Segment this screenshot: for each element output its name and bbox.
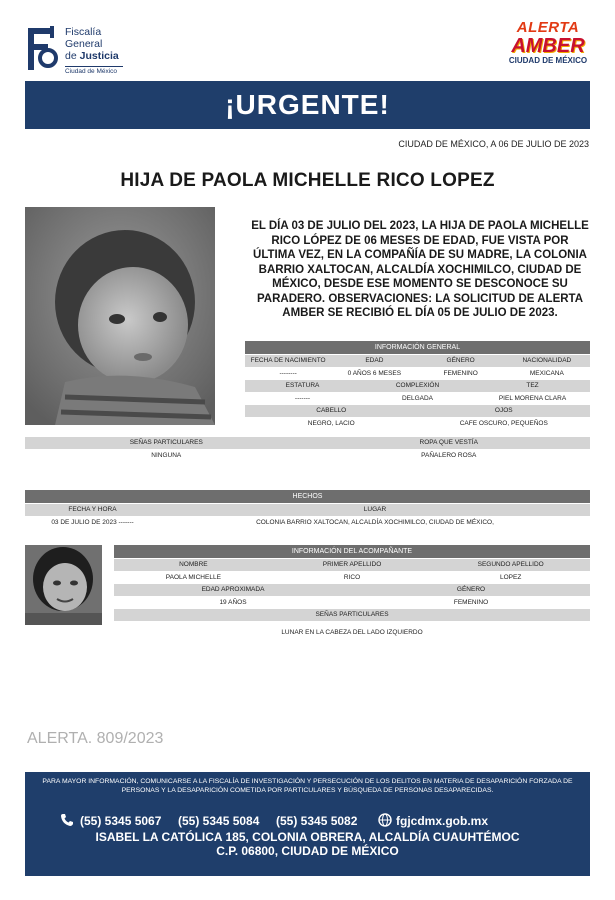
value-clothing: PAÑALERO ROSA xyxy=(308,449,591,462)
label-marks: SEÑAS PARTICULARES xyxy=(25,437,308,449)
value-first-surname: RICO xyxy=(273,571,432,584)
phone-icon xyxy=(60,813,74,827)
value-datetime: 03 DE JULIO DE 2023 ------- xyxy=(25,516,160,529)
label-age: EDAD xyxy=(331,355,417,367)
label-nationality: NACIONALIDAD xyxy=(504,355,590,367)
label-companion-gender: GÉNERO xyxy=(352,584,590,596)
footer xyxy=(25,772,590,876)
value-eyes: CAFE OSCURO, PEQUEÑOS xyxy=(418,417,591,430)
website-link[interactable]: fgjcdmx.gob.mx xyxy=(396,814,489,828)
value-gender: FEMENINO xyxy=(418,367,504,380)
label-hair: CABELLO xyxy=(245,405,418,417)
value-birthdate: -------- xyxy=(245,367,331,380)
label-approx-age: EDAD APROXIMADA xyxy=(114,584,352,596)
phone-3[interactable]: (55) 5345 5082 xyxy=(276,814,358,828)
companion-header: INFORMACIÓN DEL ACOMPAÑANTE xyxy=(114,545,590,558)
footer-info: PARA MAYOR INFORMACIÓN, COMUNICARSE A LA FISCALÍA DE INVESTIGACIÓN Y PERSECUCIÓN DE LOS DELITOS EN MATERIA DE DESAPARICIÓN FORZADA DE PERSONAS Y LA DESAPARICIÓN COMETIDA POR PARTICULARES Y BÚSQUEDA DE PERSONAS DESAPARECIDAS. xyxy=(42,778,573,794)
amber-line1: ALERTA xyxy=(516,19,580,36)
amber-line3: CIUDAD DE MÉXICO xyxy=(508,56,588,65)
info-general-table xyxy=(245,341,590,430)
value-height: ------- xyxy=(245,392,360,405)
urgent-banner: ¡URGENTE! xyxy=(25,81,590,129)
label-name: NOMBRE xyxy=(114,559,273,571)
value-hair: NEGRO, LACIO xyxy=(245,417,418,430)
value-place: COLONIA BARRIO XALTOCAN, ALCALDÍA XOCHIMILCO, CIUDAD DE MÉXICO, xyxy=(160,516,590,529)
org-line3-pre: de xyxy=(65,50,80,62)
value-companion-gender: FEMENINO xyxy=(352,596,590,609)
info-extra-table xyxy=(25,437,590,462)
label-eyes: OJOS xyxy=(418,405,591,417)
label-place: LUGAR xyxy=(160,504,590,516)
hechos-table xyxy=(25,490,590,529)
label-build: COMPLEXIÓN xyxy=(360,380,475,392)
fgj-logo-icon xyxy=(24,24,58,74)
address-line2: C.P. 06800, CIUDAD DE MÉXICO xyxy=(216,844,399,858)
value-marks: NINGUNA xyxy=(25,449,308,462)
org-line2: General xyxy=(65,38,103,50)
label-first-surname: PRIMER APELLIDO xyxy=(273,559,432,571)
value-age: 0 AÑOS 6 MESES xyxy=(331,367,417,380)
org-sub: Ciudad de México xyxy=(65,66,123,75)
info-general-header: INFORMACIÓN GENERAL xyxy=(245,341,590,354)
label-gender: GÉNERO xyxy=(418,355,504,367)
phone-1[interactable]: (55) 5345 5067 xyxy=(80,814,162,828)
hechos-header: HECHOS xyxy=(25,490,590,503)
fgj-logo-text xyxy=(65,26,119,62)
org-line1: Fiscalía xyxy=(65,26,102,38)
value-nationality: MEXICANA xyxy=(504,367,590,380)
globe-icon xyxy=(378,813,392,827)
label-clothing: ROPA QUE VESTÍA xyxy=(308,437,591,449)
label-height: ESTATURA xyxy=(245,380,360,392)
label-complexion: TEZ xyxy=(475,380,590,392)
value-approx-age: 19 AÑOS xyxy=(114,596,352,609)
label-datetime: FECHA Y HORA xyxy=(25,504,160,516)
label-companion-marks: SEÑAS PARTICULARES xyxy=(114,609,590,621)
value-second-surname: LOPEZ xyxy=(431,571,590,584)
companion-table xyxy=(114,545,590,639)
address-line1: ISABEL LA CATÓLICA 185, COLONIA OBRERA, ALCALDÍA CUAUHTÉMOC xyxy=(95,830,520,844)
label-birthdate: FECHA DE NACIMIENTO xyxy=(245,355,331,367)
page-title: HIJA DE PAOLA MICHELLE RICO LOPEZ xyxy=(120,170,495,191)
phone-2[interactable]: (55) 5345 5084 xyxy=(178,814,260,828)
companion-photo xyxy=(25,545,102,625)
case-description: EL DÍA 03 DE JULIO DEL 2023, LA HIJA DE PAOLA MICHELLE RICO LÓPEZ DE 06 MESES DE EDAD, FUE VISTA POR ÚLTIMA VEZ, EN LA COMPAÑÍA DE SU MADRE, LA COLONIA BARRIO XALTOCAN, ALCALDÍA XOCHIMILCO, CIUDAD DE MÉXICO, DESDE ESE MOMENTO SE DESCONOCE SU PARADERO. OBSERVACIONES: LA SOLICITUD DE ALERTA AMBER SE RECIBIÓ EL DÍA 05 DE JULIO DE 2023. xyxy=(251,220,589,319)
amber-line2: AMBER xyxy=(511,35,585,57)
org-line3-bold: Justicia xyxy=(79,50,119,62)
missing-child-photo xyxy=(25,207,215,425)
value-name: PAOLA MICHELLE xyxy=(114,571,273,584)
value-companion-marks: LUNAR EN LA CABEZA DEL LADO IZQUIERDO xyxy=(114,626,590,639)
value-complexion: PIEL MORENA CLARA xyxy=(475,392,590,405)
dateline: CIUDAD DE MÉXICO, A 06 DE JULIO DE 2023 xyxy=(398,139,589,149)
footer-address xyxy=(25,830,590,858)
alerta-number: ALERTA. 809/2023 xyxy=(27,730,164,747)
alerta-amber-logo xyxy=(508,20,588,78)
label-second-surname: SEGUNDO APELLIDO xyxy=(431,559,590,571)
value-build: DELGADA xyxy=(360,392,475,405)
